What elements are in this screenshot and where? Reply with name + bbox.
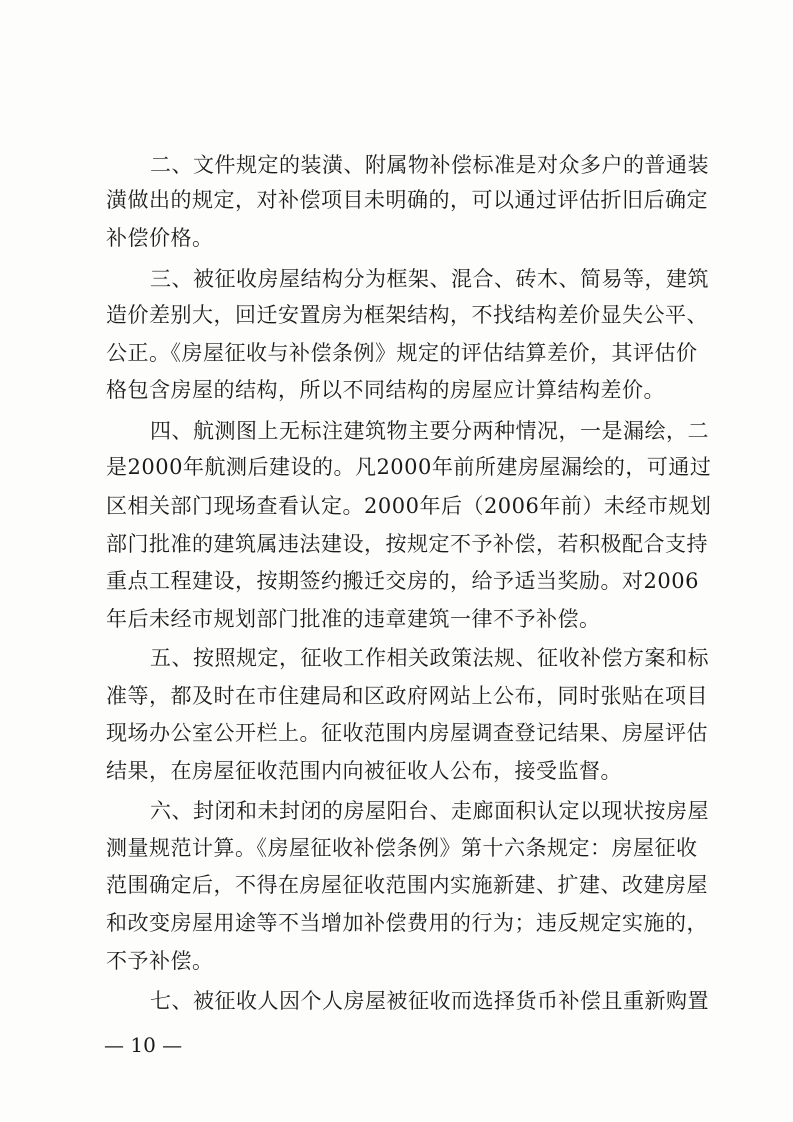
p3-line-3: 公正。《房屋征收与补偿条例》规定的评估结算差价，其评估价 [106,341,698,365]
p5-line-3: 现场办公室公开栏上。征收范围内房屋调查登记结果、房屋评估 [106,721,708,745]
p3-line-2: 造价差别大，回迁安置房为框架结构，不找结构差价显失公平、 [106,303,708,327]
p6-line-1: 六、封闭和未封闭的房屋阳台、走廊面积认定以现状按房屋 [150,799,709,823]
p4-line-6: 年后未经市规划部门批准的违章建筑一律不予补偿。 [106,607,601,631]
p4-line-3: 区相关部门现场查看认定。2000年后（2006年前）未经市规划 [106,494,712,518]
p2-line-2: 潢做出的规定，对补偿项目未明确的，可以通过评估折旧后确定 [106,188,708,212]
p6-line-5: 不予补偿。 [106,949,214,973]
p5-line-2: 准等，都及时在市住建局和区政府网站上公布，同时张贴在项目 [106,684,708,708]
p4-line-4: 部门批准的建筑属违法建设，按规定不予补偿，若积极配合支持 [106,532,708,556]
p6-line-3: 范围确定后，不得在房屋征收范围内实施新建、扩建、改建房屋 [106,873,708,897]
p6-line-4: 和改变房屋用途等不当增加补偿费用的行为；违反规定实施的， [106,911,708,935]
p7-line-1: 七、被征收人因个人房屋被征收而选择货币补偿且重新购置 [150,989,709,1013]
p2-line-3: 补偿价格。 [106,226,214,250]
p3-line-4: 格包含房屋的结构，所以不同结构的房屋应计算结构差价。 [106,378,665,402]
p6-line-2: 测量规范计算。《房屋征收补偿条例》第十六条规定：房屋征收 [106,836,698,860]
p2-line-1: 二、文件规定的装潢、附属物补偿标准是对众多户的普通装 [150,153,709,177]
p5-line-1: 五、按照规定，征收工作相关政策法规、征收补偿方案和标 [150,646,709,670]
p3-line-1: 三、被征收房屋结构分为框架、混合、砖木、简易等，建筑 [150,267,709,291]
p5-line-4: 结果，在房屋征收范围内向被征收人公布，接受监督。 [106,759,622,783]
p4-line-5: 重点工程建设，按期签约搬迁交房的，给予适当奖励。对2006 [106,569,699,593]
page-number: — 10 — [104,1033,183,1057]
p4-line-1: 四、航测图上无标注建筑物主要分两种情况，一是漏绘，二 [150,419,709,443]
p4-line-2: 是2000年航测后建设的。凡2000年前所建房屋漏绘的，可通过 [106,455,712,479]
